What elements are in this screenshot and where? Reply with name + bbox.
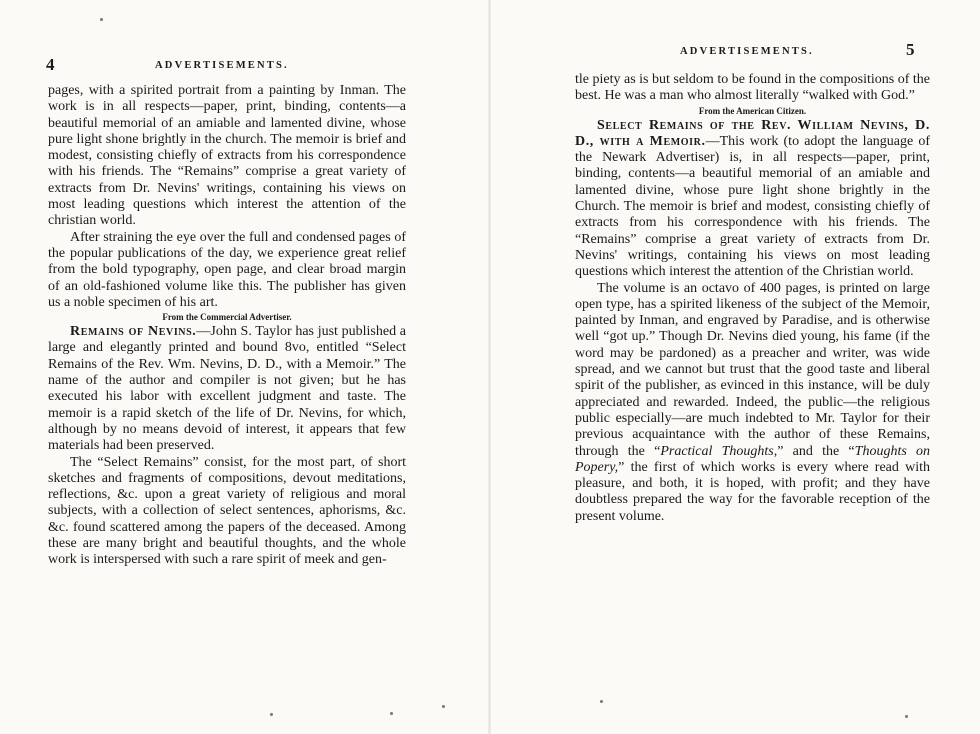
source-label: From the American Citizen.	[698, 105, 807, 116]
paragraph-text: —John S. Taylor has just published a large and elegantly printed and bound 8vo, entitled “Select Remains of the Rev. Wm. Nevins, D. D., with a Memoir.” The name of the author and compiler is not given; but he has executed his labor with excellent judgment and taste. The memoir is a rapid sketch of the life of Dr. Nevins, for which, although by no means devoid of interest, it appears that few materials had been preserved.	[48, 324, 406, 454]
running-head: ADVERTISEMENTS.	[680, 46, 814, 57]
scan-speck	[270, 713, 273, 716]
paragraph-text: ” and the “	[777, 443, 855, 459]
page-number: 5	[906, 40, 915, 59]
paragraph	[48, 324, 406, 454]
paragraph-text: The volume is an octavo of 400 pages, is printed on large open type, has a spirited likeness of the subject of the Memoir, painted by Inman, and engraved by Paradise, and is otherwise well “got up.” Though Dr. Nevins died young, his fame (if the word may be pardoned) as a preacher and writer, was wide spread, and we cannot but trust that the good taste and liberal spirit of the publisher, as evinced in this instance, will be duly appreciated and rewarded. Indeed, the public—the religious public especially—are much indebted to Mr. Taylor for their previous acquaintance with the author of these Remains, through the “	[575, 280, 930, 459]
text-column	[48, 83, 406, 569]
scan-speck	[905, 715, 908, 718]
scan-speck	[100, 18, 103, 21]
scan-speck	[390, 712, 393, 715]
paragraph: After straining the eye over the full and condensed pages of the popular publications of the day, we experience great relief from the bold typography, open page, and clear broad margin of an old-fashioned volume like this. The publisher has given us a noble specimen of his art.	[48, 229, 406, 310]
right-page	[490, 0, 980, 734]
source-label: From the Commercial Advertiser.	[162, 312, 292, 323]
paragraph: pages, with a spirited portrait from a painting by Inman. The work is in all respects—paper, print, binding, contents—a beautiful memorial of an amiable and lamented divine, whose pure light shone brightly in the church. The memoir is brief and modest, consisting chiefly of extracts from his correspondence with his friends. The “Remains” comprise a great variety of extracts from Dr. Nevins' writings, containing his views on most leading questions which interest the attention of the christian world.	[48, 83, 406, 229]
paragraph-text: —This work (to adopt the language of the Newark Advertiser) is, in all respects—paper, print, binding, contents—a beautiful memorial of an amiable and lamented divine, whose pure light shone brightly in the Church. The memoir is brief and modest, consisting chiefly of extracts from his correspondence with his friends. The “Remains” comprise a great variety of extracts from Dr. Nevins' writings, containing his views on most leading questions which interest the attention of the Christian world.	[575, 133, 930, 280]
scan-speck	[600, 700, 603, 703]
paragraph	[575, 118, 930, 281]
entry-heading: Select Remains of the Rev. William Nevins, D. D., with a Memoir.	[575, 117, 930, 149]
paragraph	[575, 281, 930, 525]
running-head: ADVERTISEMENTS.	[155, 60, 289, 71]
text-column	[575, 72, 930, 525]
paragraph: The “Select Remains” consist, for the most part, of short sketches and fragments of compositions, devout meditations, reflections, &c. upon a great variety of religious and moral subjects, with a collection of select sentences, aphorisms, &c. &c. found scattered among the papers of the deceased. Among these are many bright and beautiful thoughts, and the whole work is interspersed with such a rare spirit of meek and gen-	[48, 454, 406, 568]
entry-heading: Remains of Nevins.	[70, 324, 197, 340]
page-number: 4	[46, 55, 55, 74]
book-title: Thoughts on Popery,	[575, 443, 930, 475]
paragraph: tle piety as is but seldom to be found in the compositions of the best. He was a man who almost literally “walked with God.”	[575, 72, 931, 104]
scan-speck	[442, 705, 445, 708]
paragraph-text: ” the first of which works is every where read with pleasure, and both, it is hoped, with profit; and they have doubtless prepared the way for the favorable reception of the present volume.	[575, 459, 930, 524]
book-title: Practical Thoughts,	[660, 443, 778, 459]
